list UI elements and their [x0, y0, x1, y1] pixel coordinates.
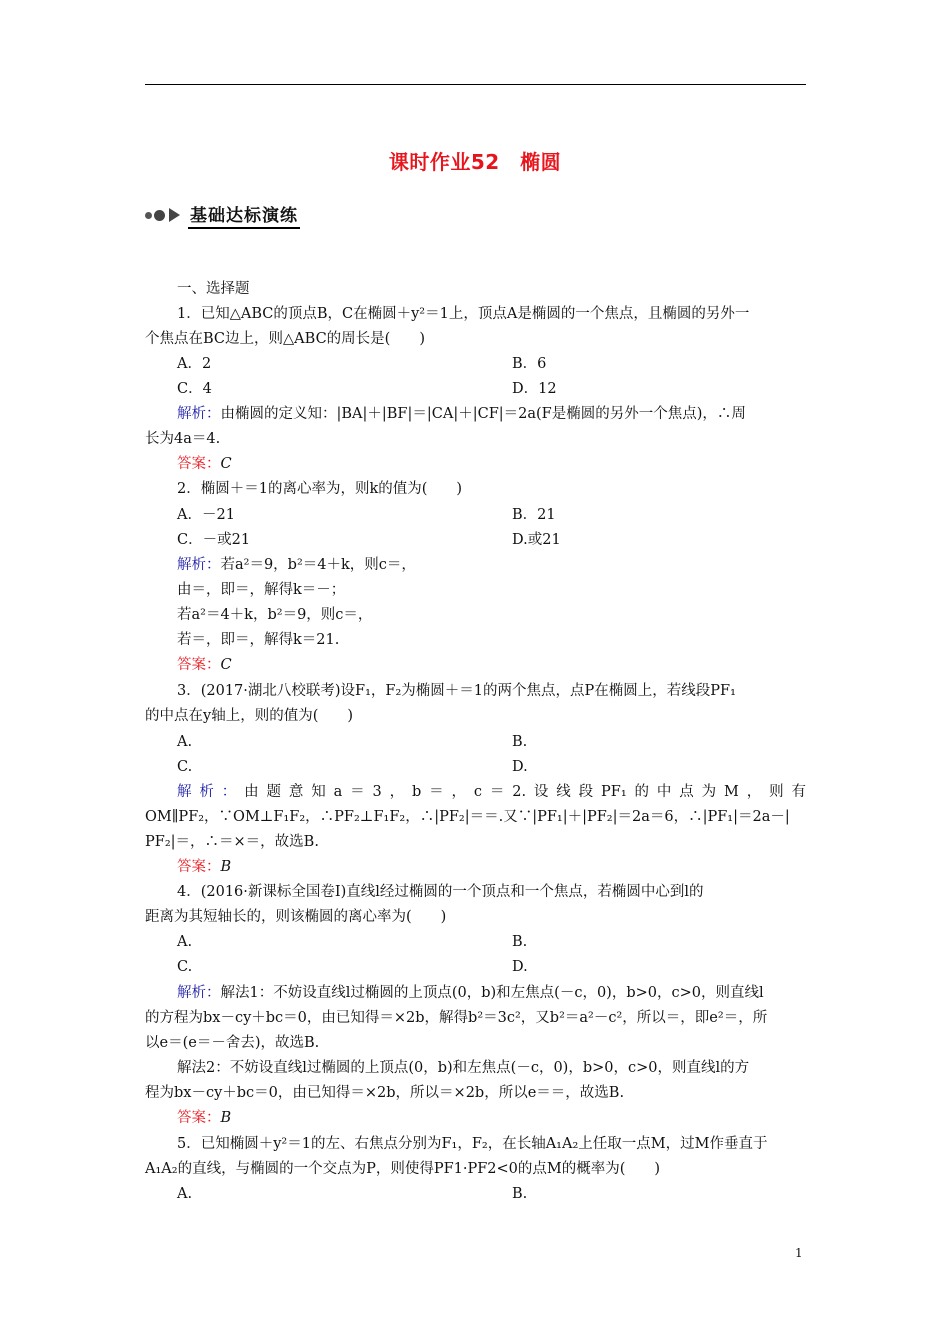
q4-answer-value: B: [220, 1110, 232, 1126]
q4-answer: [145, 1106, 806, 1131]
q4-option-b: B.: [512, 934, 528, 950]
q5-option-b: B.: [512, 1186, 528, 1202]
q2-option-d: D.或21: [512, 532, 561, 548]
q2-solution-text: 若a²＝9，b²＝4＋k，则c＝，: [220, 557, 416, 573]
q3-line-1: 3．(2017·湖北八校联考)设F₁，F₂为椭圆＋＝1的两个焦点，点P在椭圆上，若线段PF₁: [177, 683, 736, 699]
q4-line-1: 4．(2016·新课标全国卷Ⅰ)直线l经过椭圆的一个顶点和一个焦点，若椭圆中心到l的: [177, 884, 704, 900]
q3-jiexi-label: 解析：: [177, 784, 245, 800]
q1-jiexi-label: 解析：: [177, 406, 221, 422]
q3-line-2: 的中点在y轴上，则的值为( ): [145, 708, 354, 724]
q4-solution-line-5: 程为bx－cy＋bc＝0，由已知得＝×2b，所以＝×2b，所以e＝＝，故选B.: [145, 1085, 625, 1101]
section-label: 基础达标演练: [188, 201, 300, 229]
q3-option-b: B.: [512, 734, 528, 750]
q2-solution-line-2: 由＝，即＝，解得k＝－；: [177, 582, 346, 598]
q4-option-d: D.: [512, 959, 528, 975]
q1-solution-text: 由椭圆的定义知：|BA|＋|BF|＝|CA|＋|CF|＝2a(F是椭圆的另外一个焦点)，∴周: [220, 406, 746, 422]
header-rule: [145, 84, 806, 85]
q2-option-a: A．－21: [177, 507, 235, 523]
q1-daan-label: 答案：: [177, 456, 221, 472]
q3-option-a: A.: [177, 734, 193, 750]
q5-line-2: A₁A₂的直线，与椭圆的一个交点为P，则使得PF1·PF2<0的点M的概率为( ): [145, 1161, 661, 1177]
q4-solution-line-4: 解法2：不妨设直线l过椭圆的上顶点(0，b)和左焦点(－c，0)，b>0，c>0，则直线l的方: [177, 1060, 750, 1076]
q1-solution-line-1: [145, 402, 806, 427]
q2-option-c: C．－或21: [177, 532, 251, 548]
q4-solution-line-2: 的方程为bx－cy＋bc＝0，由已知得＝×2b，解得b²＝3c²，又b²＝a²－c²，所以＝，即e²＝，所: [145, 1010, 768, 1026]
q4-solution-text: 解法1：不妨设直线l过椭圆的上顶点(0，b)和左焦点(－c，0)，b>0，c>0，则直线l: [220, 985, 764, 1001]
bullet-icon: [145, 208, 180, 222]
q1-option-a: A．2: [177, 356, 212, 372]
q3-solution-line-3: PF₂|＝，∴＝×＝，故选B.: [145, 834, 319, 850]
section-header: [145, 202, 300, 228]
page-title: 课时作业52 椭圆: [388, 150, 562, 174]
q2-answer: [145, 653, 806, 678]
q3-solution-line-1: [145, 780, 806, 805]
q2-option-b: B．21: [512, 507, 556, 523]
q4-jiexi-label: 解析：: [177, 985, 221, 1001]
q2-solution-line-3: 若a²＝4＋k，b²＝9，则c＝，: [177, 607, 373, 623]
q4-option-a: A.: [177, 934, 193, 950]
q3-option-c: C.: [177, 759, 193, 775]
q3-answer-value: B: [220, 859, 232, 875]
q5-line-1: 5．已知椭圆＋y²＝1的左、右焦点分别为F₁，F₂，在长轴A₁A₂上任取一点M，过M作垂直于: [177, 1136, 768, 1152]
page-number: 1: [795, 1246, 803, 1260]
q2-jiexi-label: 解析：: [177, 557, 221, 573]
q1-line-1: 1．已知△ABC的顶点B，C在椭圆＋y²＝1上，顶点A是椭圆的一个焦点，且椭圆的另外一: [177, 306, 750, 322]
q4-solution-line-3: 以e＝(e＝－舍去)，故选B.: [145, 1035, 320, 1051]
q2-solution-line-4: 若＝，即＝，解得k＝21.: [177, 632, 340, 648]
q1-answer-value: C: [220, 456, 232, 472]
q3-solution-line-2: OM∥PF₂，∵OM⊥F₁F₂，∴PF₂⊥F₁F₂，∴|PF₂|＝＝.又∵|PF₁|＋|PF₂|＝2a＝6，∴|PF₁|＝2a－|: [145, 809, 790, 825]
q3-answer: [145, 855, 806, 880]
q4-daan-label: 答案：: [177, 1110, 221, 1126]
q2-daan-label: 答案：: [177, 657, 221, 673]
part-heading: 一、选择题: [177, 281, 250, 297]
q3-daan-label: 答案：: [177, 859, 221, 875]
q1-option-c: C．4: [177, 381, 212, 397]
q4-option-c: C.: [177, 959, 193, 975]
q4-line-2: 距离为其短轴长的，则该椭圆的离心率为( ): [145, 909, 447, 925]
q1-line-2: 个焦点在BC边上，则△ABC的周长是( ): [145, 331, 425, 347]
q2-solution-line-1: [145, 553, 806, 578]
q3-option-d: D.: [512, 759, 528, 775]
q2-line-1: 2．椭圆＋＝1的离心率为，则k的值为( ): [177, 481, 463, 497]
q1-solution-line-2: 长为4a＝4.: [145, 431, 221, 447]
q3-solution-text: 由题意知a＝3，b＝，c＝2.设线段PF₁的中点为M，则有: [244, 784, 806, 800]
q1-option-b: B．6: [512, 356, 547, 372]
q1-option-d: D．12: [512, 381, 557, 397]
q5-option-a: A.: [177, 1186, 193, 1202]
q2-answer-value: C: [220, 657, 232, 673]
q1-answer: [145, 452, 806, 477]
q4-solution-line-1: [145, 981, 806, 1006]
